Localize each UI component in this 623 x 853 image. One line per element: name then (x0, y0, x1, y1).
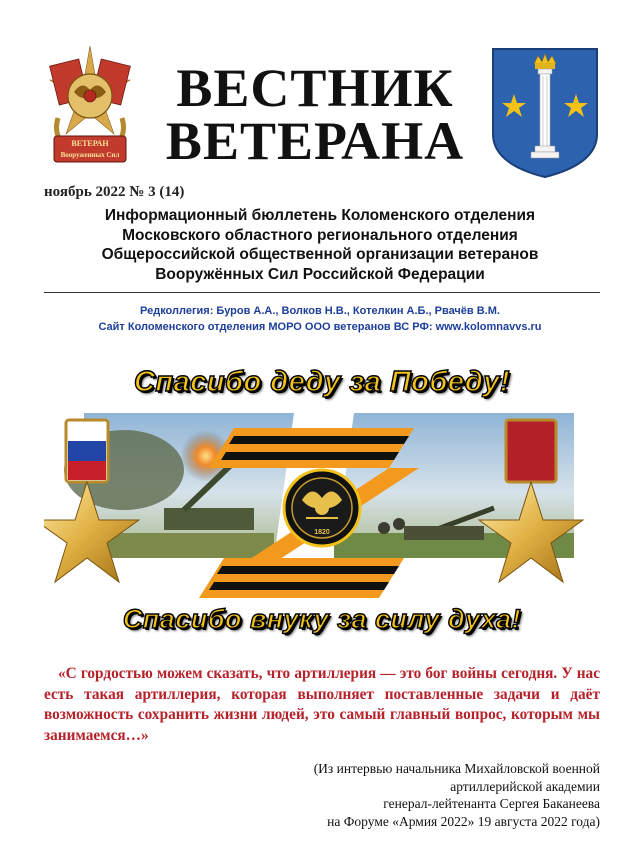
badge-year: 1820 (314, 529, 330, 536)
bulletin-title (150, 58, 480, 171)
banner-slogan-top: Спасибо деду за Победу! (133, 366, 511, 398)
source-line: на Форуме «Армия 2022» 19 августа 2022 года) (327, 813, 600, 829)
banner-slogan-bottom: Спасибо внуку за силу духа! (122, 604, 522, 634)
editorial-board: Редколлегия: Буров А.А., Волков Н.В., Котелкин А.Б., Рвачёв В.М. (140, 305, 500, 317)
quote-source (250, 760, 600, 830)
subtitle-line: Общероссийской общественной организации ветеранов (101, 246, 539, 263)
source-line: генерал-лейтенанта Сергея Баканеева (383, 796, 600, 811)
subtitle-line: Вооружённых Сил Российской Федерации (155, 265, 485, 283)
header-divider (44, 292, 600, 293)
website-line: Сайт Коломенского отделения МОРО ООО ветеранов ВС РФ: www.kolomnavvs.ru (98, 321, 542, 333)
kolomna-coat-of-arms (490, 46, 600, 180)
title-line-2: ВЕТЕРАНА (165, 111, 465, 171)
svg-text:Вооруженных Сил: Вооруженных Сил (60, 151, 120, 159)
issue-number: ноябрь 2022 № 3 (14) (44, 184, 185, 200)
editorial-info (60, 303, 580, 335)
publisher-description (60, 206, 580, 284)
source-line: (Из интервью начальника Михайловской военной (313, 761, 600, 776)
victory-banner (44, 358, 600, 658)
source-line: артиллерийской академии (450, 778, 600, 794)
veteran-emblem (44, 40, 136, 178)
subtitle-line: Информационный бюллетень Коломенского отделения (104, 207, 536, 224)
subtitle-line: Московского областного регионального отделения (122, 226, 518, 244)
title-line-1: ВЕСТНИК (176, 58, 454, 118)
svg-text:ВЕТЕРАН: ВЕТЕРАН (71, 139, 109, 148)
quote-text: «С гордостью можем сказать, что артиллерия — это бог войны сегодня. У нас есть такая артиллерия, которая выполняет поставленные задачи и даёт возможность сохранить жизни людей, это самый главный вопрос, которым мы занимаемся…» (44, 665, 600, 744)
